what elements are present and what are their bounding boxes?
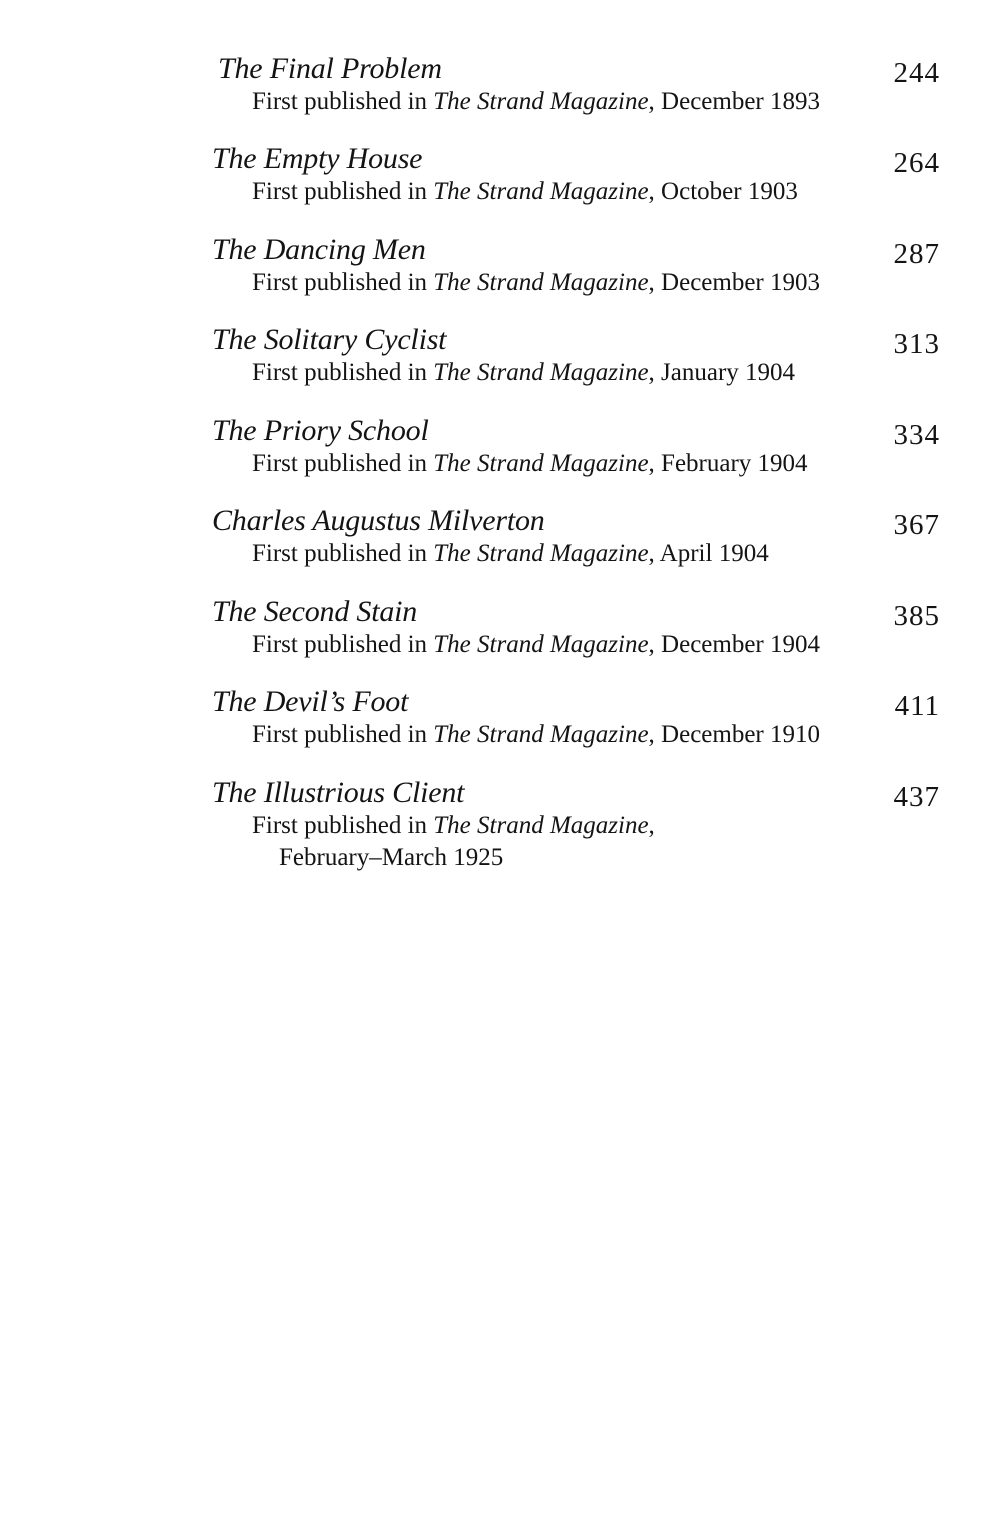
publication-date: , December 1893 bbox=[648, 88, 821, 115]
entry-page-number: 385 bbox=[893, 600, 940, 632]
entry-title: The Illustrious Client bbox=[212, 776, 465, 809]
entry-title: The Devil’s Foot bbox=[212, 685, 409, 718]
toc-entry bbox=[212, 595, 940, 661]
entry-title: The Solitary Cyclist bbox=[212, 323, 447, 356]
publication-prefix: First published in bbox=[252, 540, 434, 567]
entry-publication bbox=[212, 267, 940, 299]
publication-date: , December 1910 bbox=[648, 721, 821, 748]
toc-entry bbox=[212, 142, 940, 208]
toc-entry bbox=[212, 414, 940, 480]
magazine-name: The Strand Magazine bbox=[433, 812, 649, 839]
entry-page-number: 244 bbox=[893, 57, 940, 89]
publication-date: , April 1904 bbox=[648, 540, 769, 567]
magazine-name: The Strand Magazine bbox=[433, 178, 649, 205]
publication-date: , January 1904 bbox=[648, 359, 796, 386]
entry-page-number: 367 bbox=[893, 509, 940, 541]
publication-prefix: First published in bbox=[252, 359, 434, 386]
entry-title: The Second Stain bbox=[212, 595, 418, 628]
entry-publication bbox=[212, 538, 940, 570]
publication-date: , bbox=[648, 812, 655, 839]
entry-publication bbox=[218, 86, 940, 118]
publication-prefix: First published in bbox=[252, 269, 434, 296]
publication-date: , December 1904 bbox=[648, 631, 821, 658]
entry-publication bbox=[212, 810, 940, 842]
entry-page-number: 313 bbox=[893, 328, 940, 360]
entry-title: The Final Problem bbox=[218, 52, 442, 85]
magazine-name: The Strand Magazine bbox=[433, 721, 649, 748]
entry-page-number: 334 bbox=[893, 419, 940, 451]
entry-page-number: 264 bbox=[893, 147, 940, 179]
magazine-name: The Strand Magazine bbox=[433, 88, 649, 115]
toc-entry bbox=[212, 323, 940, 389]
entry-page-number: 437 bbox=[893, 781, 940, 813]
publication-prefix: First published in bbox=[252, 721, 434, 748]
publication-date: , October 1903 bbox=[648, 178, 798, 205]
entry-title: The Empty House bbox=[212, 142, 423, 175]
publication-date: , February 1904 bbox=[648, 450, 808, 477]
entry-page-number: 287 bbox=[893, 238, 940, 270]
toc-entry bbox=[218, 52, 940, 118]
magazine-name: The Strand Magazine bbox=[433, 450, 649, 477]
entry-publication bbox=[212, 448, 940, 480]
toc-entry bbox=[212, 233, 940, 299]
publication-prefix: First published in bbox=[252, 450, 434, 477]
publication-prefix: First published in bbox=[252, 812, 434, 839]
publication-prefix: First published in bbox=[252, 88, 434, 115]
publication-prefix: First published in bbox=[252, 631, 434, 658]
publication-date: , December 1903 bbox=[648, 269, 821, 296]
publication-date-continued: February–March 1925 bbox=[279, 844, 504, 871]
magazine-name: The Strand Magazine bbox=[433, 540, 649, 567]
toc-entry bbox=[212, 685, 940, 751]
publication-prefix: First published in bbox=[252, 178, 434, 205]
magazine-name: The Strand Magazine bbox=[433, 359, 649, 386]
entry-title: The Priory School bbox=[212, 414, 429, 447]
entry-publication bbox=[212, 357, 940, 389]
magazine-name: The Strand Magazine bbox=[433, 269, 649, 296]
entry-page-number: 411 bbox=[894, 690, 940, 722]
toc-entry bbox=[212, 776, 940, 874]
entry-publication bbox=[212, 629, 940, 661]
toc-entry bbox=[212, 504, 940, 570]
magazine-name: The Strand Magazine bbox=[433, 631, 649, 658]
entry-title: Charles Augustus Milverton bbox=[212, 504, 545, 537]
entry-title: The Dancing Men bbox=[212, 233, 426, 266]
entry-publication bbox=[212, 719, 940, 751]
entry-publication bbox=[212, 176, 940, 208]
